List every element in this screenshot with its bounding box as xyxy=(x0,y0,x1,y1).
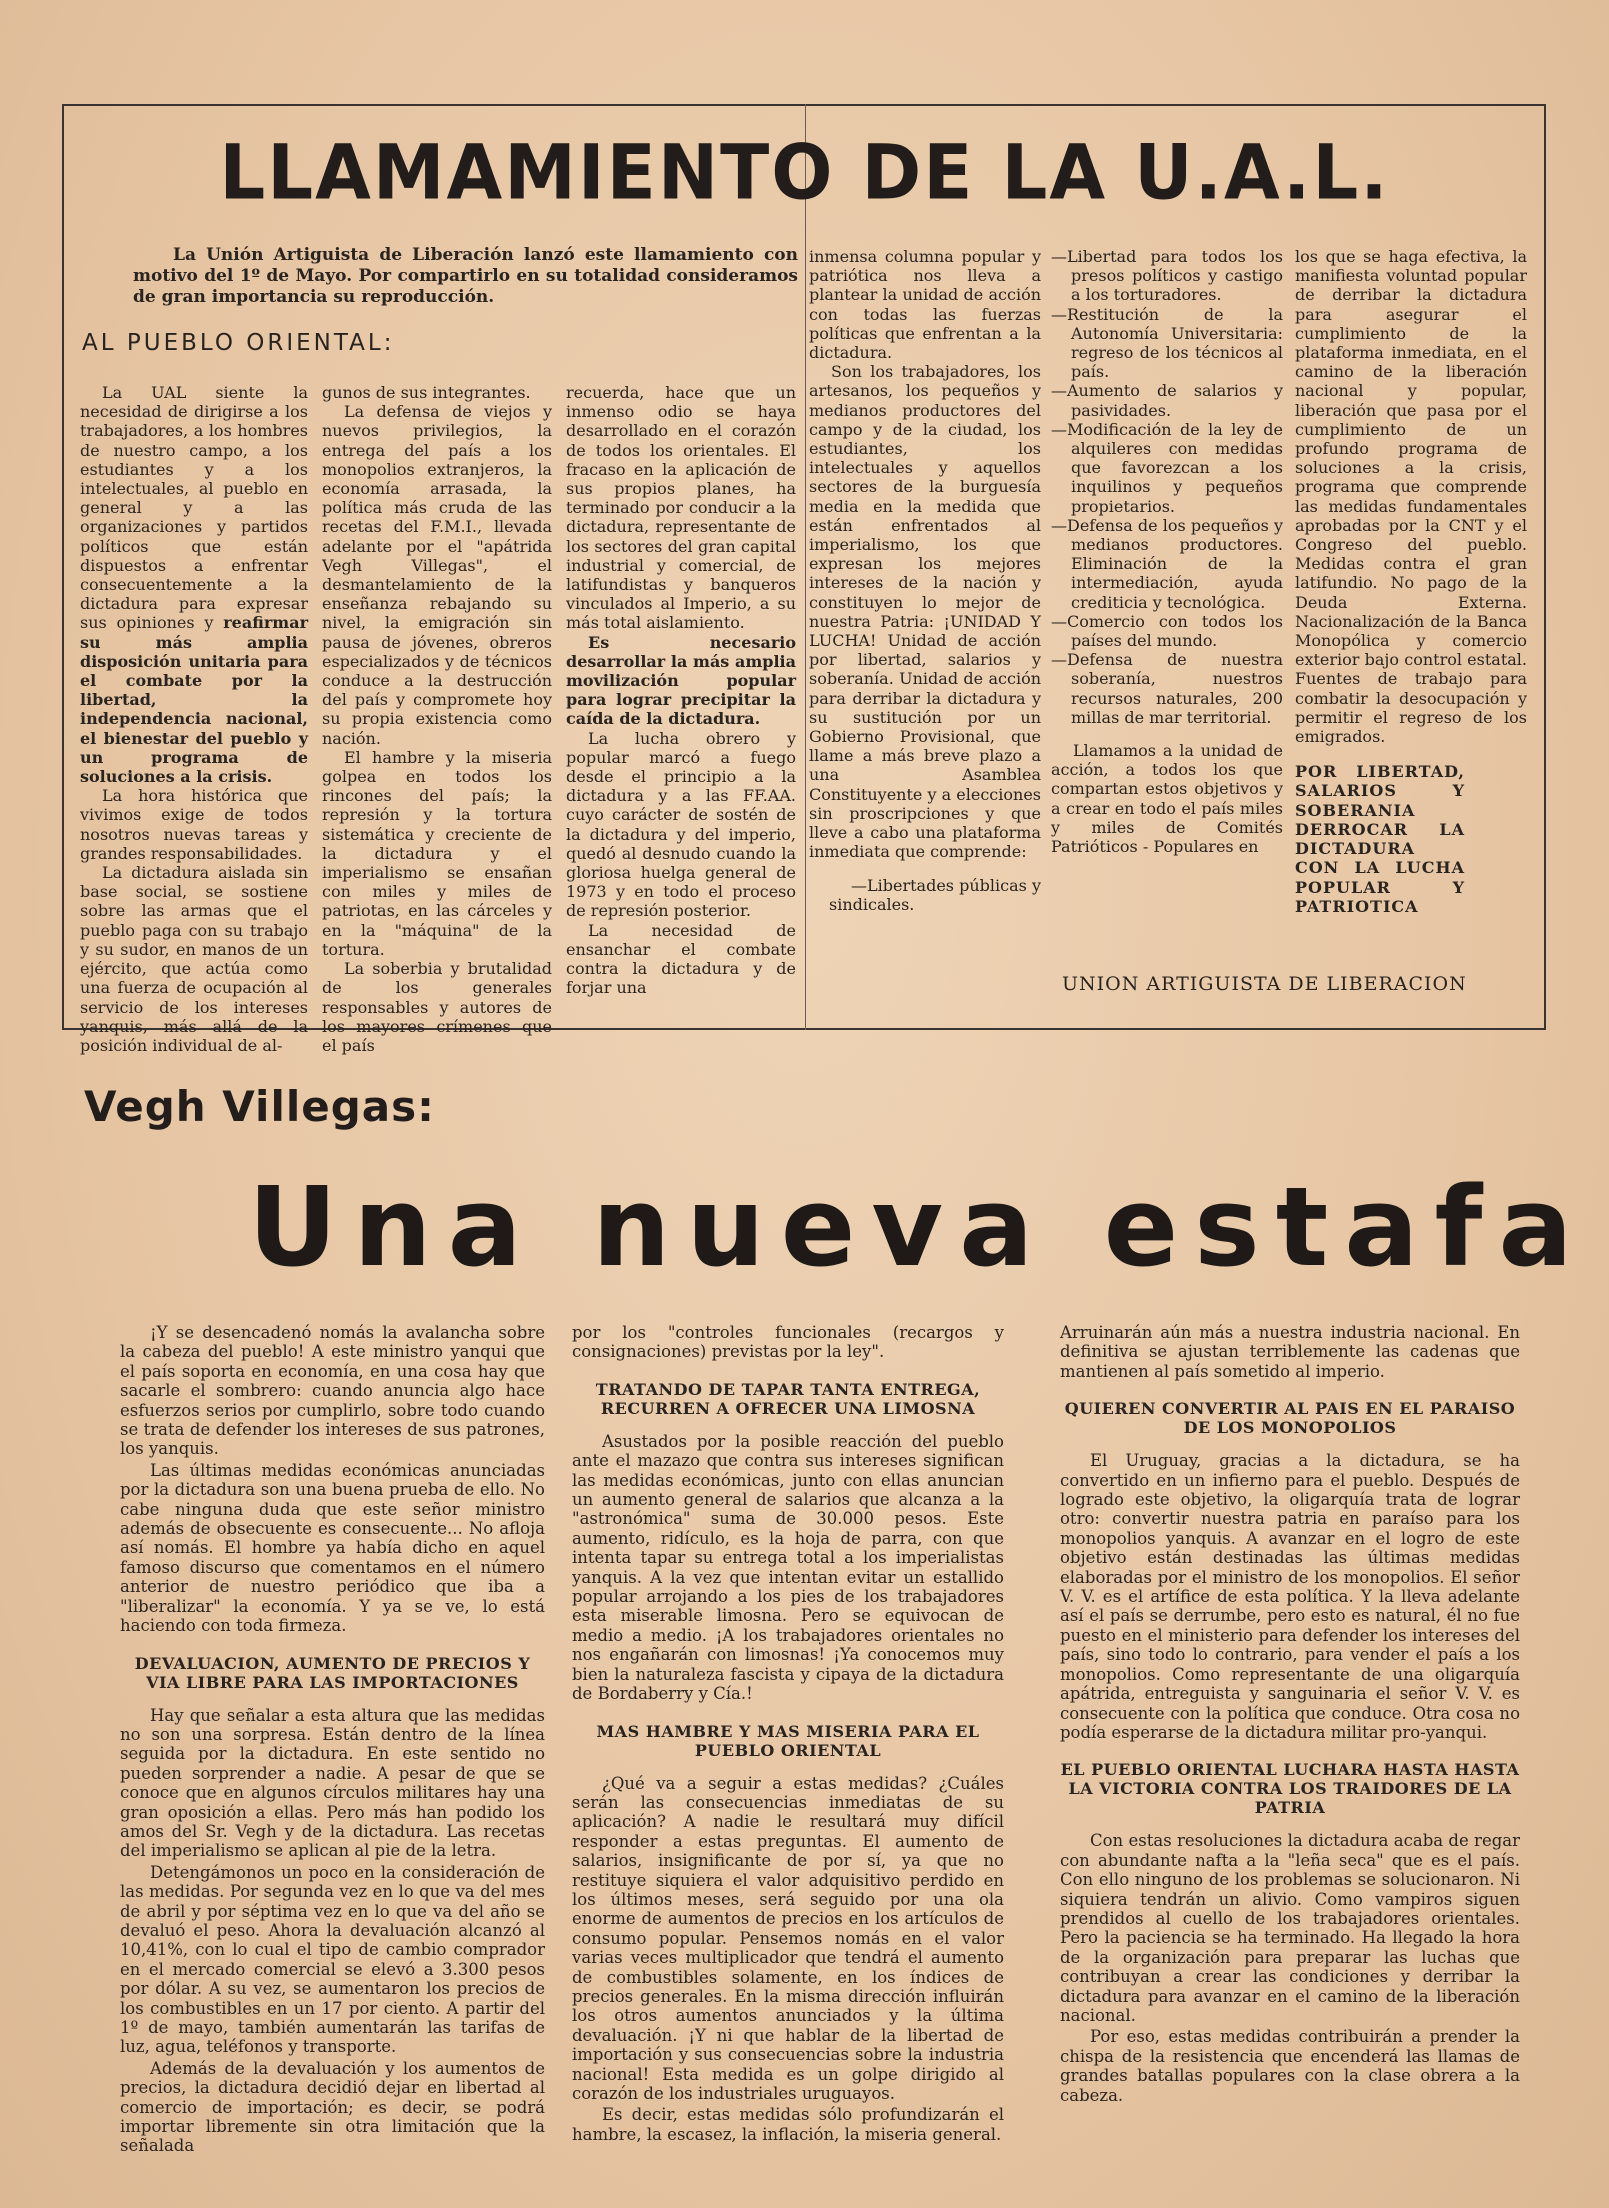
paragraph: inmensa columna popular y patriótica nos lleva a plantear la unidad de acción con todas las fuerzas políticas que enfrentan a la dictadura. xyxy=(809,247,1041,363)
bottom-column-1 xyxy=(120,1323,545,2158)
top-column-3 xyxy=(566,383,796,998)
paragraph: Las últimas medidas económicas anunciadas por la dictadura son una buena prueba de ello. No cabe ninguna duda que este señor ministro además de obsecuente es consecuente... No afloja así nomás. El hombre ya había dicho en aquel famoso discurso que comentamos en el número anterior de nuestro periódico que iba a "liberalizar" la economía. Y ya se ve, lo está haciendo con toda firmeza. xyxy=(120,1460,545,1636)
paragraph: Además de la devaluación y los aumentos de precios, la dictadura decidió dejar en libertad al comercio de importación; es decir, se podrá importar libremente sin otra limitación que la señalada xyxy=(120,2058,545,2156)
paragraph: —Libertades públicas y sindicales. xyxy=(829,875,1041,914)
bottom-column-2 xyxy=(572,1323,1004,2146)
paragraph: La hora histórica que vivimos exige de todos nosotros nuevas tareas y grandes responsabilidades. xyxy=(80,786,308,863)
paragraph: El Uruguay, gracias a la dictadura, se ha convertido en un infierno para el pueblo. Después de logrado este objetivo, la oligarquía trata de lograr otro: convertir nuestra patria en paraíso para los monopolios yanquis. A avanzar en el logro de este objetivo están destinadas las últimas medidas elaboradas por el ministro de los monopolios. El señor V. V. es el artífice de esta política. Y la lleva adelante así el país se derrumbe, pero esto es natural, él no fue puesto en el ministerio para defender los intereses del país, sino todo lo contrario, para vender el país a los monopolios. Como representante de una oligarquía apátrida, entreguista y sanguinaria el señor V. V. es consecuente con la política que conduce. Otra cosa no podía esperarse de la dictadura militar pro-yanqui. xyxy=(1060,1451,1520,1742)
paragraph: —Restitución de la Autonomía Universitaria: regreso de los técnicos al país. xyxy=(1051,304,1283,382)
paragraph: Es decir, estas medidas sólo profundizarán el hambre, la escasez, la inflación, la miseria general. xyxy=(572,2105,1004,2144)
top-column-4 xyxy=(809,247,1041,914)
paragraph: La UAL siente la necesidad de dirigirse a los trabajadores, a los hombres de nuestro campo, a los estudiantes y a los intelectuales, al pueblo en general y a las organizaciones y partidos políticos que están dispuestos a enfrentar consecuentemente a la dictadura para expresar sus opiniones y reafirmar su más amplia disposición unitaria para el combate por la libertad, la independencia nacional, el bienestar del pueblo y un programa de soluciones a la crisis. xyxy=(80,383,308,787)
paragraph: —Comercio con todos los países del mundo. xyxy=(1051,611,1283,651)
top-column-6 xyxy=(1295,247,1527,916)
section-heading: EL PUEBLO ORIENTAL LUCHARA HASTA HASTA LA VICTORIA CONTRA LOS TRAIDORES DE LA PATRIA xyxy=(1060,1760,1520,1818)
paragraph: La soberbia y brutalidad de los generales responsables y autores de los mayores crímenes que el país xyxy=(322,959,552,1055)
paragraph: —Aumento de salarios y pasividades. xyxy=(1051,381,1283,420)
section-heading: DEVALUACION, AUMENTO DE PRECIOS Y VIA LIBRE PARA LAS IMPORTACIONES xyxy=(134,1653,531,1692)
top-column-2 xyxy=(322,383,552,1055)
paragraph: —Modificación de la ley de alquileres con medidas que favorezcan a los inquilinos y pequeños propietarios. xyxy=(1051,419,1283,516)
section-heading: QUIEREN CONVERTIR AL PAIS EN EL PARAISO DE LOS MONOPOLIOS xyxy=(1064,1399,1516,1438)
salutation: AL PUEBLO ORIENTAL: xyxy=(82,330,395,356)
article-kicker: Vegh Villegas: xyxy=(84,1082,435,1131)
paragraph: El hambre y la miseria golpea en todos los rincones del país; la represión y la tortura sistemática y creciente de la dictadura y el imperialismo se ensañan con miles y miles de patriotas, en las cárceles y en la "máquina" de la tortura. xyxy=(322,747,552,959)
paragraph: Con estas resoluciones la dictadura acaba de regar con abundante nafta a la "leña seca" que es el país. Con ello ninguno de los problemas se solucionaron. Ni siquiera tendrán un alivio. Como vampiros siguen prendidos al cuello de los trabajadores orientales. Pero la paciencia se ha terminado. Ha llegado la hora de la organización para preparar las luchas que contribuyan a crear las condiciones y derribar la dictadura para avanzar en el camino de la liberación nacional. xyxy=(1060,1831,1520,2025)
paragraph: —Libertad para todos los presos políticos y castigo a los torturadores. xyxy=(1051,247,1283,305)
paragraph: recuerda, hace que un inmenso odio se haya desarrollado en el corazón de todos los orientales. El fracaso en la aplicación de sus propios planes, ha terminado por conducir a la dictadura, representante de los sectores del gran capital industrial y comercial, de latifundistas y banqueros vinculados al Imperio, a su más total aislamiento. xyxy=(566,383,796,633)
paragraph: Por eso, estas medidas contribuirán a prender la chispa de la resistencia que encenderá las llamas de grandes batallas populares con la clase obrera a la cabeza. xyxy=(1060,2027,1520,2105)
article-title: LLAMAMIENTO DE LA U.A.L. xyxy=(219,127,1390,217)
paragraph: gunos de sus integrantes. xyxy=(322,383,531,402)
top-column-5 xyxy=(1051,247,1283,856)
section-heading: TRATANDO DE TAPAR TANTA ENTREGA, RECURREN A OFRECER UNA LIMOSNA xyxy=(595,1379,981,1418)
paragraph: ¿Qué va a seguir a estas medidas? ¿Cuáles serán las consecuencias inmediatas de su aplicación? A nadie le resultará muy difícil responder a estas preguntas. El aumento de salarios, insignificante de por sí, ya que no restituye siquiera el valor adquisitivo perdido en los últimos meses, será seguido por una ola enorme de aumentos de precios en los artículos de consumo popular. Pensemos nomás en el valor varias veces multiplicador que tendrá el aumento de combustibles solamente, en los índices de precios generales. En la misma dirección influirán los otros aumentos anunciados y la última devaluación. ¡Y ni que hablar de la libertad de importación y sus consecuencias sobre la industria nacional! Esta medida es un golpe dirigido al corazón de los industriales uruguayos. xyxy=(572,1773,1004,2103)
closing-slogan: POR LIBERTAD, SALARIOS Y SOBERANIA DERROCAR LA DICTADURA CON LA LUCHA POPULAR Y PATRIOTICA xyxy=(1295,762,1465,916)
paragraph: La lucha obrero y popular marcó a fuego desde el principio a la dictadura y a las FF.AA. cuyo carácter de sostén de la dictadura y del imperio, quedó al desnudo cuando la gloriosa huelga general de 1973 y en todo el proceso de represión posterior. xyxy=(566,728,796,921)
section-heading: MAS HAMBRE Y MAS MISERIA PARA EL PUEBLO ORIENTAL xyxy=(596,1721,980,1760)
signature: UNION ARTIGUISTA DE LIBERACION xyxy=(1062,973,1467,995)
paragraph: Arruinarán aún más a nuestra industria nacional. En definitiva se ajustan terriblemente las cadenas que mantienen al país sometido al imperio. xyxy=(1060,1323,1520,1381)
paragraph: La necesidad de ensanchar el combate contra la dictadura y de forjar una xyxy=(566,920,796,998)
paragraph: —Defensa de nuestra soberanía, nuestros recursos naturales, 200 millas de mar territorial. xyxy=(1051,650,1283,727)
paragraph: Son los trabajadores, los artesanos, los pequeños y medianos productores del campo y de la ciudad, los estudiantes, los intelectuales y aquellos sectores de la burguesía media en la medida que están enfrentados al imperialismo, los que expresan los mejores intereses de la nación y constituyen lo mejor de nuestra Patria: ¡UNIDAD Y LUCHA! Unidad de acción por libertad, salarios y soberanía. Unidad de acción para derribar la dictadura y su sustitución por un Gobierno Provisional, que llame a más breve plazo a una Asamblea Constituyente y a elecciones sin proscripciones y que lleve a cabo una plataforma inmediata que comprende: xyxy=(809,362,1041,862)
paragraph: La dictadura aislada sin base social, se sostiene sobre las armas que el pueblo paga con su trabajo y su sudor, en manos de un ejército, que actúa como una fuerza de ocupación al servicio de los intereses yanquis, más allá de la posición individual de al- xyxy=(80,863,308,1055)
paragraph: Detengámonos un poco en la consideración de las medidas. Por segunda vez en lo que va del mes de abril y por séptima vez en lo que va del año se devaluó el peso. Ahora la devaluación alcanzó al 10,41%, con lo cual el tipo de cambio comprador en el mercado comercial se elevó a 3.300 pesos por dólar. A su vez, se aumentaron los precios de los combustibles en un 17 por ciento. A partir del 1º de mayo, también aumentarán las tarifas de luz, agua, teléfonos y transporte. xyxy=(120,1862,545,2057)
column-rule xyxy=(805,104,806,1030)
paragraph: —Defensa de los pequeños y medianos productores. Eliminación de la intermediación, ayuda crediticia y tecnológica. xyxy=(1051,515,1283,612)
paragraph: los que se haga efectiva, la manifiesta voluntad popular de derribar la dictadura para asegurar el cumplimiento de la plataforma inmediata, en el camino de la liberación nacional y popular, liberación que pasa por el cumplimiento de un profundo programa de soluciones a la crisis, programa que comprende las medidas fundamentales aprobadas por la CNT y el Congreso del pueblo. Medidas contra el gran latifundio. No pago de la Deuda Externa. Nacionalización de la Banca Monopólica y comercio exterior bajo control estatal. Fuentes de trabajo para combatir la desocupación y permitir el regreso de los emigrados. xyxy=(1295,247,1527,747)
paragraph: por los "controles funcionales (recargos y consignaciones) previstas por la ley". xyxy=(572,1323,1004,1362)
paragraph: La defensa de viejos y nuevos privilegios, la entrega del país a los monopolios extranjeros, la economía arrasada, la política más cruda de las recetas del F.M.I., llevada adelante por el "apátrida Vegh Villegas", el desmantelamiento de la enseñanza rebajando su nivel, la emigración sin pausa de jóvenes, obreros especializados y de técnicos conduce a la destrucción del país y compromete hoy su propia existencia como nación. xyxy=(322,402,552,748)
article-intro: La Unión Artiguista de Liberación lanzó este llamamiento con motivo del 1º de Mayo. Por compartirlo en su totalidad consideramos de gran importancia su reproducción. xyxy=(133,245,798,307)
paragraph: Asustados por la posible reacción del pueblo ante el mazazo que contra sus intereses significan las medidas económicas, junto con ellas anuncian un aumento general de salarios que alcanza a la "astronómica" suma de 30.000 pesos. Este aumento, ridículo, es la hoja de parra, con que intenta tapar su entrega total a los imperialistas yanquis. A la vez que intentan evitar un estallido popular arrojando a los pies de los trabajadores esta miserable limosna. Pero se equivocan de medio a medio. ¡A los trabajadores orientales no nos engañarán con limosnas! ¡Ya conocemos muy bien la naturaleza fascista y cipaya de la dictadura de Bordaberry y Cía.! xyxy=(572,1431,1004,1704)
paragraph: Llamamos a la unidad de acción, a todos los que compartan estos objetivos y a crear en todo el país miles y miles de Comités Patrióticos - Populares en xyxy=(1051,741,1283,857)
top-column-1 xyxy=(80,383,308,1055)
paragraph: ¡Y se desencadenó nomás la avalancha sobre la cabeza del pueblo! A este ministro yanqui que el país soporta en economía, en una cosa hay que sacarle el sombrero: cuando anuncia algo hace esfuerzos serios por cumplirlo, sobre todo cuando se trata de defender los intereses de sus patrones, los yanquis. xyxy=(120,1323,545,1459)
bottom-column-3 xyxy=(1060,1323,1520,2107)
paragraph: Hay que señalar a esta altura que las medidas no son una sorpresa. Están dentro de la línea seguida por la dictadura. En este sentido no pueden sorprender a nadie. A pesar de que se conoce que en algunos círculos militares hay una gran oposición a ellas. Pero más han podido los amos del Sr. Vegh y de la dictadura. Las recetas del imperialismo se aplican al pie de la letra. xyxy=(120,1705,545,1861)
article-headline: Una nueva estafa xyxy=(248,1163,1589,1291)
paragraph: Es necesario desarrollar la más amplia movilización popular para lograr precipitar la caída de la dictadura. xyxy=(566,632,796,729)
